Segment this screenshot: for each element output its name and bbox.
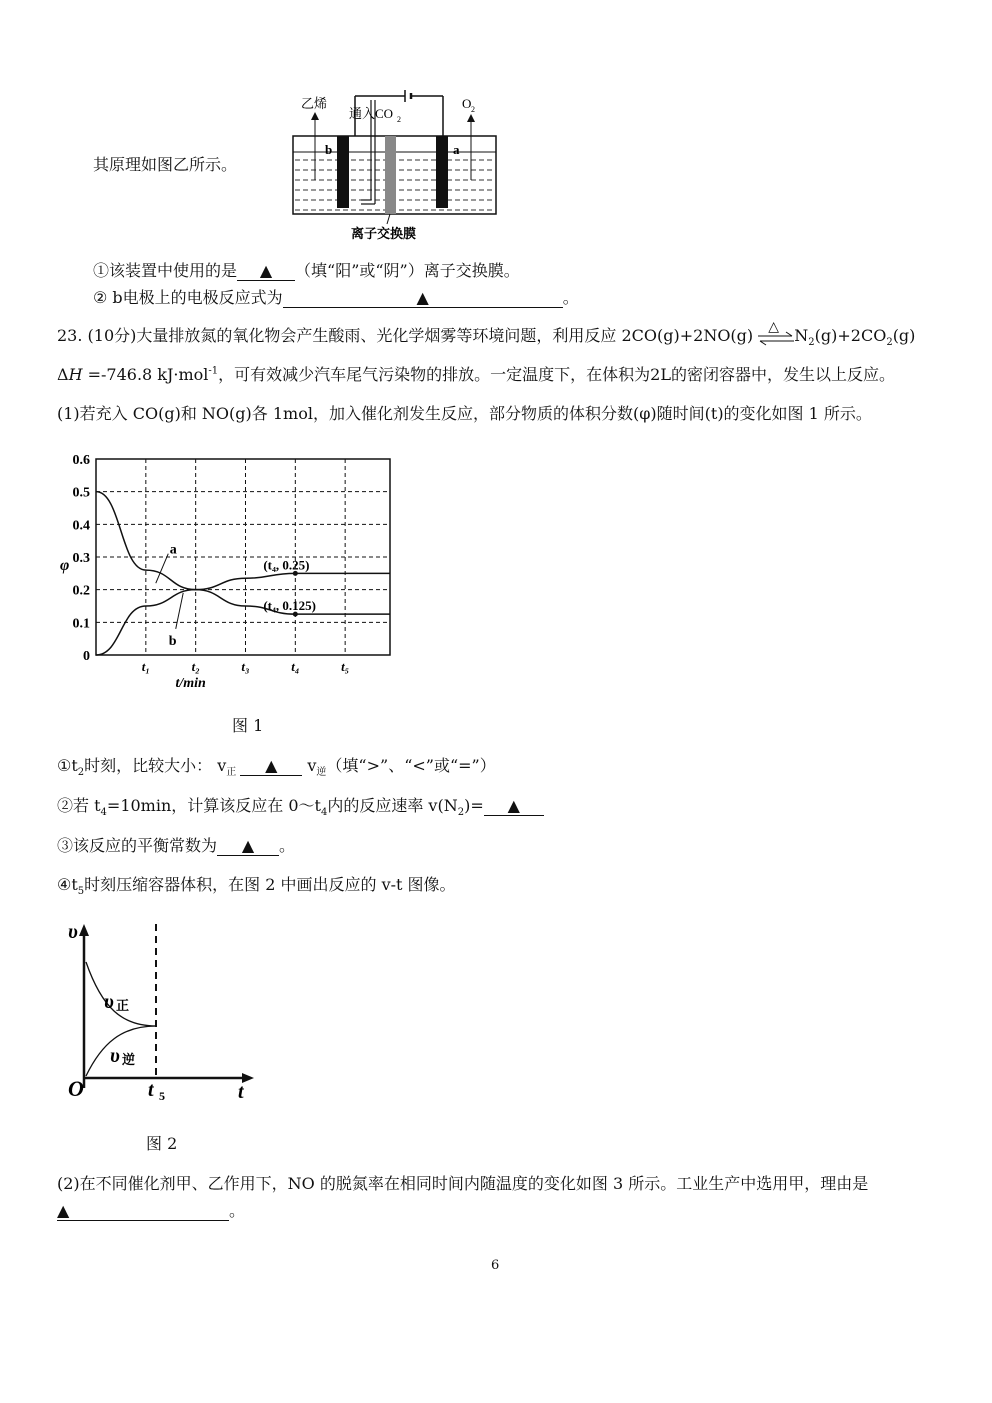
q23-s4-suffix: 时刻压缩容器体积，在图 2 中画出反应的 v-t 图像。 — [84, 875, 456, 894]
fig-yi-intro: 其原理如图乙所示。 — [93, 155, 238, 174]
fig1-y-tick: 0.5 — [72, 485, 90, 501]
fig1-y-tick: 0.4 — [72, 518, 90, 534]
q22-line2-prefix: ② b电极上的电极反应式为 — [93, 288, 283, 307]
fig2-vni: υ — [110, 1045, 120, 1067]
fig2-vzheng: υ — [104, 991, 114, 1013]
q23-s3-suffix: 。 — [279, 836, 296, 855]
fig1-x-tick: t₄ — [291, 659, 300, 674]
q23-s2-prefix: ②若 t — [57, 796, 101, 815]
fig2-caption: 图 2 — [146, 1134, 178, 1153]
fig1-y-tick: 0.2 — [72, 583, 90, 599]
fig1-x-tick: t₅ — [341, 659, 350, 674]
label-membrane: 离子交换膜 — [351, 226, 417, 241]
q23-s2-suffix: )= — [464, 796, 484, 815]
q23-sub3 — [57, 833, 295, 856]
q23-sub4 — [57, 872, 456, 897]
q23-header: 23. (10分)大量排放氮的氧化物会产生酸雨、光化学烟雾等环境问题，利用反应 2CO(g)+2NO(g) △ $N_2(g)+2CO_2(g)$ — [57, 318, 916, 349]
fig1-leader-b — [176, 593, 183, 629]
answer-marker: ▲ — [57, 1201, 70, 1220]
q22-line2-blank[interactable] — [283, 288, 563, 308]
q23-sub2 — [57, 793, 544, 818]
q23-s2-sub2: 4 — [320, 807, 328, 819]
q23-part2: (2)在不同催化剂甲、乙作用下，NO 的脱氮率在相同时间内随温度的变化如图 3 所示。工业生产中选用甲，理由是 — [57, 1174, 869, 1193]
fig1-label-a: a — [169, 542, 177, 558]
fig1-chart — [50, 445, 410, 695]
q22-line1-prefix: ①该装置中使用的是 — [93, 261, 238, 280]
label-electrode-a: a — [453, 142, 460, 157]
delta-symbol: Δ — [57, 365, 69, 384]
fig2-t5: t — [148, 1079, 154, 1101]
q23-header-a: 23. (10分)大量排放氮的氧化物会产生酸雨、光化学烟雾等环境问题，利用反应 2CO(g)+2NO(g) — [57, 326, 754, 345]
membrane-rod — [385, 136, 396, 214]
q23-header-co2: (g)+2CO — [814, 326, 887, 345]
electrolysis-diagram — [285, 88, 505, 248]
fig1-annot-top: (t₄, 0.25) — [263, 557, 310, 573]
q23-s2-sub: 4 — [100, 807, 107, 819]
fig1-x-tick: t₂ — [191, 659, 200, 674]
fig1-y-label: φ — [60, 557, 70, 575]
label-o2-sub: 2 — [471, 105, 475, 114]
q23-s1-blank[interactable] — [240, 756, 302, 776]
q23-s1-ni: 逆 — [316, 767, 327, 779]
q22-line2 — [93, 285, 579, 308]
q23-s1-suffix: （填“>”、“<”或“=”） — [326, 756, 496, 775]
fig2-vni-sub: 逆 — [122, 1052, 136, 1067]
fig1-label-b: b — [168, 634, 177, 650]
q23-s2-mid2: 内的反应速率 v(N — [327, 796, 458, 815]
q23-sub1 — [57, 753, 496, 778]
delta-h-value: =-746.8 kJ·mol — [82, 365, 209, 384]
q23-header-g: (g) — [892, 326, 916, 345]
q23-header-n2: N — [794, 326, 809, 345]
fig1-leader-a — [156, 554, 168, 583]
fig1-y-tick: 0.1 — [72, 616, 90, 632]
q23-s1-sub: 2 — [77, 767, 85, 779]
fig2-origin: O — [68, 1076, 84, 1101]
q23-s3-blank[interactable] — [217, 836, 279, 856]
fig2-t5-sub: 5 — [159, 1089, 165, 1103]
equilibrium-arrow-icon — [758, 318, 794, 345]
label-o2: O — [462, 96, 472, 111]
q23-part1: (1)若充入 CO(g)和 NO(g)各 1mol，加入催化剂发生反应，部分物质的体积分数(φ)随时间(t)的变化如图 1 所示。 — [57, 404, 872, 423]
q23-s3-prefix: ③该反应的平衡常数为 — [57, 836, 218, 855]
page-number: 6 — [491, 1258, 500, 1273]
answer-marker: ▲ — [259, 261, 273, 280]
q22-line1-suffix: （填“阳”或“阴”）离子交换膜。 — [295, 261, 520, 280]
q23-s1-mid: 时刻，比较大小： v — [84, 756, 227, 775]
label-co2-sub: 2 — [397, 115, 401, 124]
answer-marker: ▲ — [507, 796, 520, 815]
fig1-x-label: t/min — [175, 676, 206, 691]
fig1-series-a — [96, 492, 390, 615]
label-ethylene: 乙烯 — [301, 96, 328, 111]
q23-s2-blank[interactable] — [484, 796, 544, 816]
catalyst-symbol: △ — [768, 318, 780, 335]
q23-s1-v2: v — [302, 756, 317, 775]
fig1-annot-bottom: (t₄, 0.125) — [263, 598, 316, 614]
q23-s1-zheng: 正 — [226, 767, 237, 779]
q23-part2-answer — [57, 1198, 245, 1221]
q23-s2-sub3: 2 — [457, 807, 465, 819]
fig2-vt-graph[interactable] — [62, 918, 262, 1108]
fig2-vzheng-sub: 正 — [116, 998, 130, 1013]
fig1-y-tick: 0.3 — [72, 551, 90, 566]
fig1-y-tick: 0.6 — [72, 453, 90, 468]
q23-part2-end: 。 — [229, 1201, 246, 1220]
fig1-caption: 图 1 — [232, 716, 264, 735]
fig1-x-tick: t₁ — [141, 659, 150, 674]
q22-line1 — [93, 258, 520, 281]
fig1-y-tick: 0 — [83, 649, 90, 664]
fig2-y-label: υ — [68, 921, 78, 943]
q22-line2-suffix: 。 — [562, 288, 579, 307]
q23-s4-sub: 5 — [77, 886, 85, 898]
label-co2: 通入CO — [349, 106, 394, 121]
delta-h-exponent: -1 — [208, 365, 219, 377]
q23-s2-mid: =10min，计算该反应在 0～t — [106, 796, 321, 815]
q23-s1-prefix: ①t — [57, 756, 78, 775]
delta-h-rest: ，可有效减少汽车尾气污染物的排放。一定温度下，在体积为2L的密闭容器中，发生以上反应。 — [218, 365, 895, 384]
enthalpy-h: H — [68, 365, 83, 384]
electrode-a-rod — [436, 136, 448, 208]
q23-s4-prefix: ④t — [57, 875, 78, 894]
fig2-x-label: t — [238, 1081, 244, 1103]
answer-marker: ▲ — [416, 288, 429, 307]
q23-part2-blank[interactable] — [57, 1201, 229, 1221]
q22-line1-blank[interactable] — [237, 261, 295, 281]
fig1-x-tick: t₃ — [241, 659, 250, 674]
answer-marker: ▲ — [265, 756, 278, 775]
electrode-b-rod — [337, 136, 349, 208]
answer-marker: ▲ — [241, 836, 255, 855]
label-electrode-b: b — [325, 142, 333, 157]
q23-delta-h-line — [57, 362, 895, 385]
